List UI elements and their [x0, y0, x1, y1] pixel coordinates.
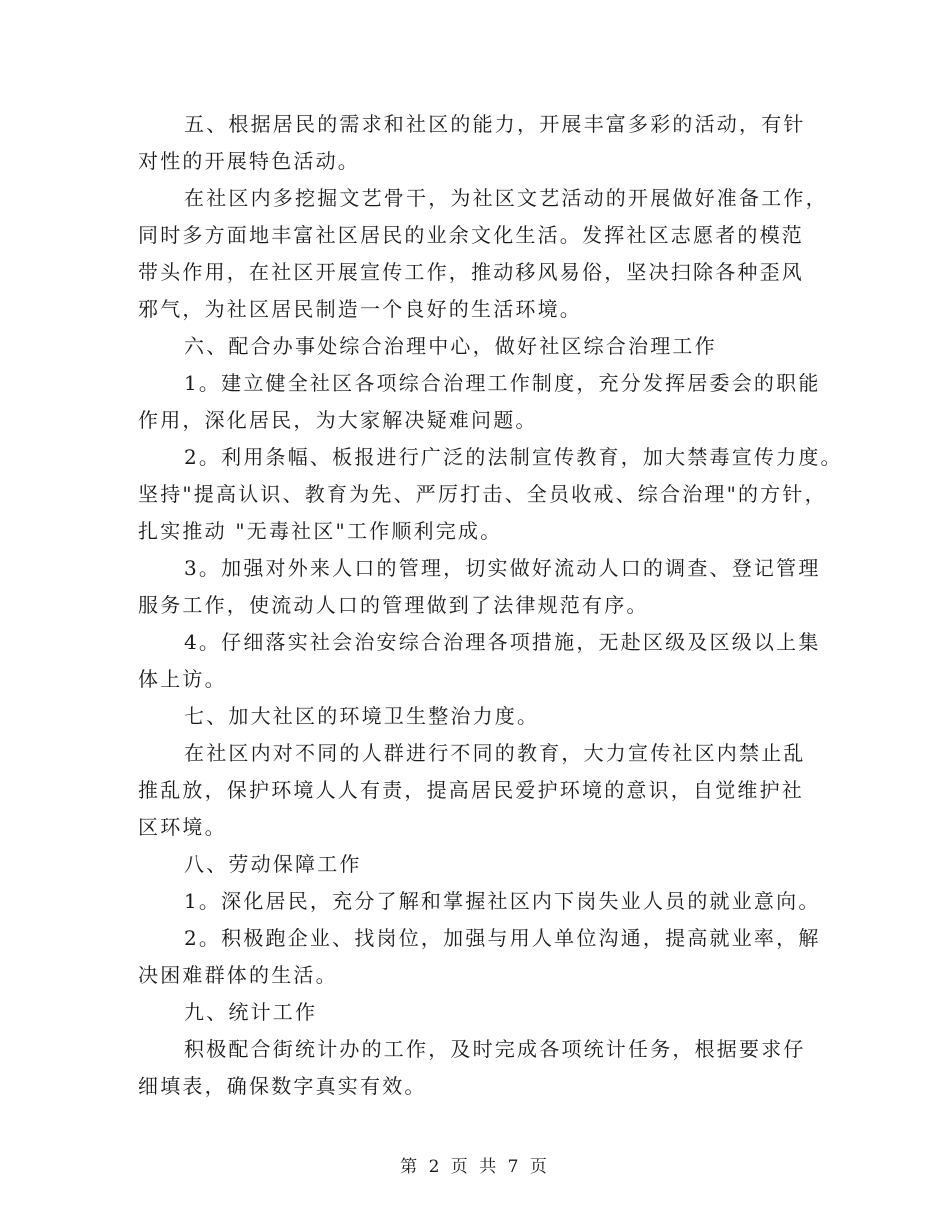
text-line: 五、根据居民的需求和社区的能力，开展丰富多彩的活动，有针 [184, 112, 806, 136]
section-heading-7 [138, 698, 818, 735]
text-line: 2。积极跑企业、找岗位，加强与用人单位沟通，提高就业率，解 [184, 926, 821, 950]
text-line: 带头作用，在社区开展宣传工作，推动移风易俗，坚决扫除各种歪风 [138, 260, 804, 284]
text-line: 八、劳动保障工作 [184, 852, 362, 876]
text-line: 服务工作，使流动人口的管理做到了法律规范有序。 [138, 593, 649, 617]
paragraph [138, 1031, 818, 1105]
page-number-footer: 第 2 页 共 7 页 [400, 1157, 550, 1177]
paragraph [138, 735, 818, 846]
text-line: 细填表，确保数字真实有效。 [138, 1074, 427, 1098]
text-line: 2。利用条幅、板报进行广泛的法制宣传教育，加大禁毒宣传力度。 [184, 445, 843, 469]
text-line: 六、配合办事处综合治理中心，做好社区综合治理工作 [184, 334, 717, 358]
text-line: 4。仔细落实社会治安综合治理各项措施，无赴区级及区级以上集 [184, 630, 821, 654]
text-line: 邪气，为社区居民制造一个良好的生活环境。 [138, 297, 582, 321]
text-line: 对性的开展特色活动。 [138, 149, 360, 173]
text-line: 推乱放，保护环境人人有责，提高居民爱护环境的意识，自觉维护社 [138, 778, 804, 802]
text-line: 在社区内对不同的人群进行不同的教育，大力宣传社区内禁止乱 [184, 741, 806, 765]
text-line: 3。加强对外来人口的管理，切实做好流动人口的调查、登记管理 [184, 556, 821, 580]
paragraph [138, 180, 828, 328]
text-line: 同时多方面地丰富社区居民的业余文化生活。发挥社区志愿者的模范 [138, 223, 804, 247]
section-heading-9 [138, 994, 818, 1031]
text-line: 在社区内多挖掘文艺骨干，为社区文艺活动的开展做好准备工作， [184, 186, 828, 210]
text-line: 七、加大社区的环境卫生整治力度。 [184, 704, 540, 728]
text-line: 作用，深化居民，为大家解决疑难问题。 [138, 408, 538, 432]
section-heading-8 [138, 846, 818, 883]
paragraph [138, 624, 821, 698]
paragraph [138, 439, 843, 550]
paragraph [138, 550, 821, 624]
text-line: 决困难群体的生活。 [138, 963, 338, 987]
text-line: 1。深化居民，充分了解和掌握社区内下岗失业人员的就业意向。 [184, 889, 821, 913]
text-line: 体上访。 [138, 667, 227, 691]
text-line: 积极配合街统计办的工作，及时完成各项统计任务，根据要求仔 [184, 1037, 806, 1061]
paragraph-section-5 [138, 106, 818, 180]
section-heading-6 [138, 328, 818, 365]
document-body [138, 106, 843, 1105]
text-line: 坚持"提高认识、教育为先、严厉打击、全员收戒、综合治理"的方针， [138, 482, 827, 506]
text-line: 扎实推动 "无毒社区"工作顺利完成。 [138, 519, 503, 543]
paragraph [138, 883, 821, 920]
text-line: 九、统计工作 [184, 1000, 318, 1024]
paragraph [138, 920, 821, 994]
paragraph [138, 365, 821, 439]
text-line: 区环境。 [138, 815, 227, 839]
text-line: 1。建立健全社区各项综合治理工作制度，充分发挥居委会的职能 [184, 371, 821, 395]
